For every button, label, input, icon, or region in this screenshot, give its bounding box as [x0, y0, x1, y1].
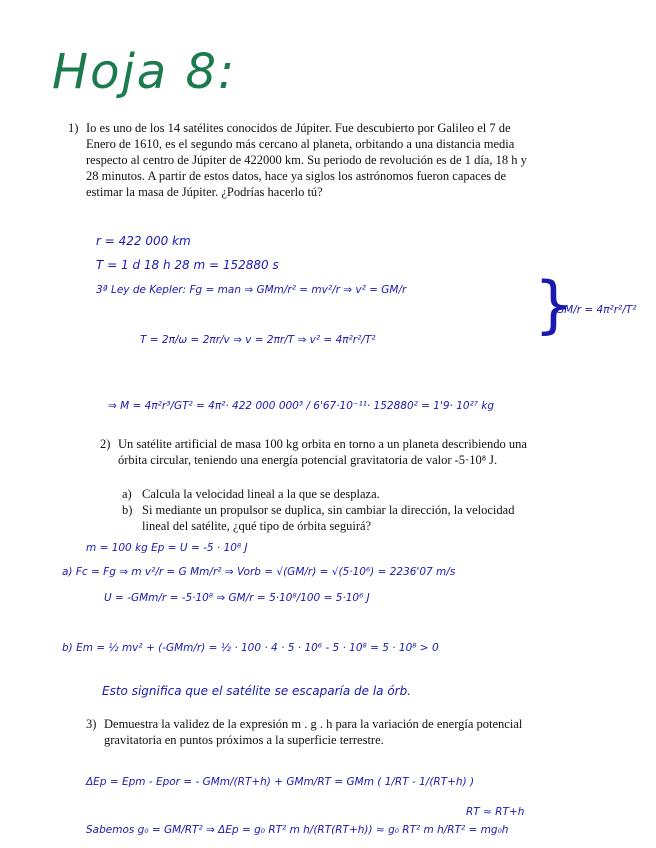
page-title: Hoja 8: — [52, 44, 237, 100]
answer-line: ⇒ M = 4π²r³/GT² = 4π²· 422 000 000³ / 6'67·10⁻¹¹· 152880² = 1'9· 10²⁷ kg — [108, 400, 495, 412]
answer-line: 3ª Ley de Kepler: Fg = man ⇒ GMm/r² = mv²/r ⇒ v² = GM/r — [96, 284, 407, 296]
sub-question-b — [122, 502, 542, 534]
answer-line: a) Fc = Fg ⇒ m v²/r = G Mm/r² ⇒ Vorb = √(GM/r) = √(5·10⁶) = 2236'07 m/s — [62, 566, 456, 578]
question-1 — [68, 120, 528, 200]
answer-line: U = -GMm/r = -5·10⁸ ⇒ GM/r = 5·10⁸/100 = 5·10⁶ J — [104, 592, 370, 604]
question-text: Demuestra la validez de la expresión m . g . h para la variación de energía potencial gravitatoria en puntos próximos a la superficie terrestre. — [104, 717, 523, 747]
answer-line: r = 422 000 km — [96, 234, 191, 248]
question-2 — [100, 436, 550, 468]
question-3 — [86, 716, 546, 748]
brace: } — [534, 268, 574, 341]
answer-line: ΔEp = Epm - Epor = - GMm/(RT+h) + GMm/RT = GMm ( 1/RT - 1/(RT+h) ) — [86, 776, 475, 788]
answer-line: b) Em = ½ mv² + (-GMm/r) = ½ · 100 · 4 · 5 · 10⁶ - 5 · 10⁸ = 5 · 10⁸ > 0 — [62, 642, 439, 654]
question-number: 1) — [68, 121, 79, 135]
sub-label: a) — [122, 487, 132, 501]
sub-text: Calcula la velocidad lineal a la que se desplaza. — [142, 487, 380, 501]
question-number: 2) — [100, 437, 111, 451]
sub-label: b) — [122, 503, 133, 517]
question-text: Io es uno de los 14 satélites conocidos de Júpiter. Fue descubierto por Galileo el 7 de Enero de 1610, es el segundo más cercano al planeta, orbitando a una distancia media respecto al centro de Júpiter de 422000 km. Su periodo de revolución es de 1 día, 18 h y 28 minutos. A partir de estos datos, hace ya siglos los astrónomos fueron capaces de estimar la masa de Júpiter. ¿Podrías hacerlo tú? — [86, 121, 527, 199]
question-text: Un satélite artificial de masa 100 kg orbita en torno a un planeta describiendo una órbita circular, teniendo una energía potencial gravitatoria de valor -5·10⁸ J. — [118, 437, 527, 467]
sub-question-a — [122, 486, 542, 502]
answer-line: T = 2π/ω = 2πr/v ⇒ v = 2πr/T ⇒ v² = 4π²r²/T² — [140, 334, 376, 346]
sub-text: Si mediante un propulsor se duplica, sin cambiar la dirección, la velocidad lineal del satélite, ¿qué tipo de órbita seguirá? — [142, 503, 515, 533]
answer-line: GM/r = 4π²r²/T² — [556, 304, 637, 316]
answer-line: T = 1 d 18 h 28 m = 152880 s — [96, 258, 279, 272]
answer-line: m = 100 kg Ep = U = -5 · 10⁸ J — [86, 542, 248, 554]
question-number: 3) — [86, 717, 97, 731]
answer-line: Sabemos g₀ = GM/RT² ⇒ ΔEp = g₀ RT² m h/(RT(RT+h)) ≈ g₀ RT² m h/RT² = mg₀h — [86, 824, 509, 836]
answer-line: RT ≈ RT+h — [466, 806, 525, 818]
answer-line: Esto significa que el satélite se escaparía de la órb. — [102, 684, 412, 698]
